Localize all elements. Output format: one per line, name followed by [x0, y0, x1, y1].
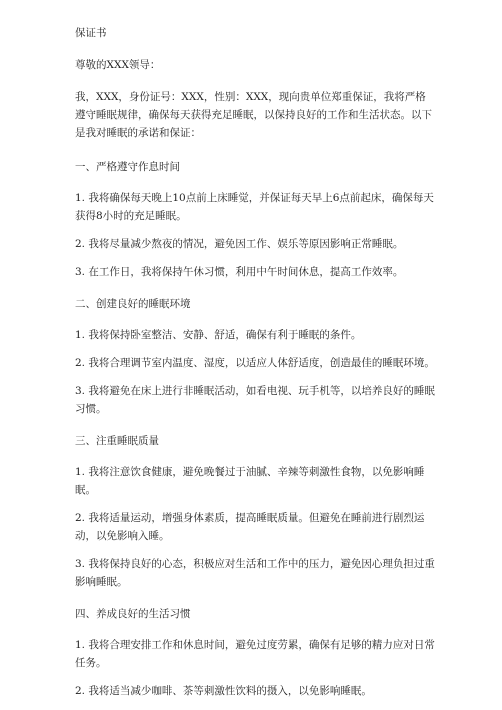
section-heading: 三、注重睡眠质量 [75, 435, 159, 447]
section-heading: 一、严格遵守作息时间 [75, 161, 180, 173]
list-item: 2. 我将适量运动，增强身体素质，提高睡眠质量。但避免在睡前进行剧烈运动，以免影响入睡。 [75, 512, 425, 542]
list-item: 3. 在工作日，我将保持午休习惯，利用中午时间休息，提高工作效率。 [75, 266, 404, 278]
document-page [75, 24, 435, 710]
section-1 [75, 158, 435, 281]
list-item: 2. 我将尽量减少熬夜的情况，避免因工作、娱乐等原因影响正常睡眠。 [75, 238, 404, 250]
section-4 [75, 605, 435, 700]
list-item: 3. 我将保持良好的心态，积极应对生活和工作中的压力，避免因心理负担过重影响睡眠。 [75, 558, 435, 588]
list-item: 1. 我将确保每天晚上10点前上床睡觉，并保证每天早上6点前起床，确保每天获得8小时的充足睡眠。 [75, 192, 434, 222]
list-item: 3. 我将避免在床上进行非睡眠活动，如看电视、玩手机等，以培养良好的睡眠习惯。 [75, 385, 435, 415]
document-title: 保证书 [75, 27, 107, 39]
list-item: 2. 我将适当减少咖啡、茶等刺激性饮料的摄入，以免影响睡眠。 [75, 685, 372, 697]
section-2 [75, 295, 435, 418]
greeting: 尊敬的XXX领导： [75, 59, 161, 71]
section-heading: 二、创建良好的睡眠环境 [75, 298, 191, 310]
list-item: 1. 我将合理安排工作和休息时间，避免过度劳累，确保有足够的精力应对日常任务。 [75, 639, 435, 669]
list-item: 1. 我将注意饮食健康，避免晚餐过于油腻、辛辣等刺激性食物，以免影响睡眠。 [75, 466, 425, 496]
list-item: 1. 我将保持卧室整洁、安静、舒适，确保有利于睡眠的条件。 [75, 329, 362, 341]
section-heading: 四、养成良好的生活习惯 [75, 608, 191, 620]
section-3 [75, 432, 435, 591]
list-item: 2. 我将合理调节室内温度、湿度，以适应人体舒适度，创造最佳的睡眠环境。 [75, 357, 435, 369]
intro-paragraph: 我，XXX，身份证号：XXX，性别：XXX，现向贵单位郑重保证，我将严格遵守睡眠规律，确保每天获得充足睡眠，以保持良好的工作和生活状态。以下是我对睡眠的承诺和保证： [75, 91, 432, 139]
